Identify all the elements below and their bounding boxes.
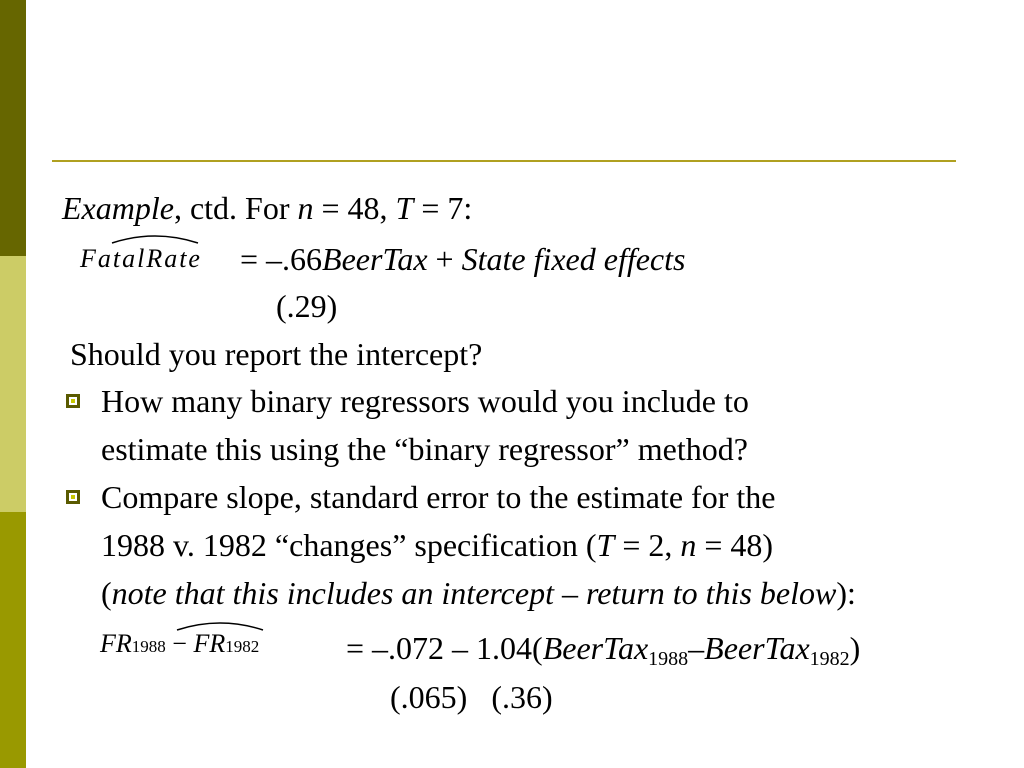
hat-accent-icon	[175, 618, 265, 632]
bullet-1-line-1: How many binary regressors would you include to	[101, 383, 749, 419]
equation-2-rhs: = –.072 – 1.04(BeerTax$_{1988}$–BeerTax$_{1982}$)	[346, 630, 861, 670]
bullet-icon	[66, 394, 80, 408]
hat-accent-icon	[110, 231, 200, 245]
example-line: Example, ctd. For n = 48, T = 7:	[62, 190, 473, 226]
equation-1-rhs: = –.66BeerTax + State fixed effects	[240, 241, 686, 277]
equation-2-se: (.065) (.36)	[390, 679, 553, 715]
fr-difference-hat-symbol: FR1988 − FR1982	[100, 629, 260, 658]
bullet-2-line-3: (note that this includes an intercept – return to this below):	[101, 575, 856, 611]
bullet-icon	[66, 490, 80, 504]
sidebar-block-dark	[0, 0, 26, 256]
example-word: Example	[62, 190, 174, 226]
bullet-2-line-2: 1988 v. 1982 “changes” specification (T = 2, n = 48)	[101, 527, 774, 563]
equation-1-se: (.29)	[276, 288, 338, 324]
title-divider	[52, 160, 956, 162]
fatalrate-hat-symbol: FatalRate	[80, 244, 202, 273]
sidebar-block-mid	[0, 512, 26, 768]
bullet-1-line-2: estimate this using the “binary regressor” method?	[101, 431, 748, 467]
sidebar-block-light	[0, 256, 26, 512]
sidebar-decoration	[0, 0, 26, 768]
bullet-2-line-1: Compare slope, standard error to the estimate for the	[101, 479, 776, 515]
intercept-question: Should you report the intercept?	[70, 336, 483, 372]
